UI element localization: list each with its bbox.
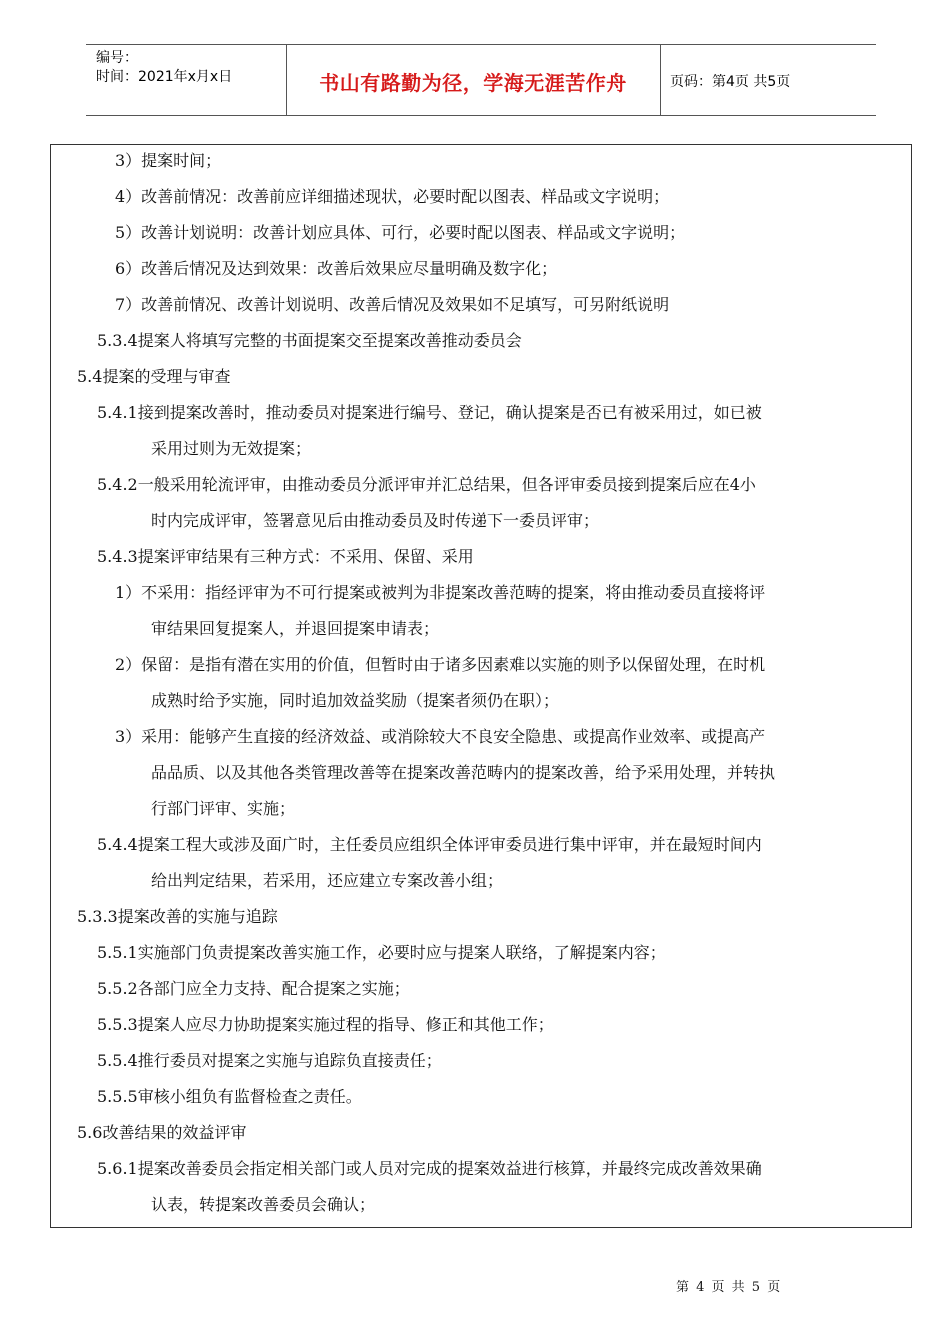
document-number-label: 编号： (96, 50, 138, 66)
text-line: 时内完成评审，签署意见后由推动委员及时传递下一委员评审； (151, 511, 600, 530)
text-line: 给出判定结果，若采用，还应建立专案改善小组； (151, 871, 504, 890)
section-heading: 5.6改善结果的效益评审 (77, 1123, 247, 1142)
text-line: 1）不采用：指经评审为不可行提案或被判为非提案改善范畴的提案，将由推动委员直接将评 (115, 583, 766, 602)
document-time-label: 时间：2021年x月x日 (96, 69, 233, 85)
text-line: 5.5.2各部门应全力支持、配合提案之实施； (97, 979, 410, 998)
text-line: 采用过则为无效提案； (151, 439, 312, 458)
text-line: 5.3.4提案人将填写完整的书面提案交至提案改善推动委员会 (97, 331, 522, 350)
text-line: 6）改善后情况及达到效果：改善后效果应尽量明确及数字化； (115, 259, 558, 278)
text-line: 5.6.1提案改善委员会指定相关部门或人员对完成的提案效益进行核算，并最终完成改善效果确 (97, 1159, 762, 1178)
text-line: 5.4.3提案评审结果有三种方式：不采用、保留、采用 (97, 547, 474, 566)
text-line: 5.5.1实施部门负责提案改善实施工作，必要时应与提案人联络，了解提案内容； (97, 943, 666, 962)
text-line: 5.4.1接到提案改善时，推动委员对提案进行编号、登记，确认提案是否已有被采用过，如已被 (97, 403, 762, 422)
text-line: 成熟时给予实施，同时追加效益奖励（提案者须仍在职）； (151, 691, 560, 710)
text-line: 5.4.2一般采用轮流评审，由推动委员分派评审并汇总结果，但各评审委员接到提案后应在4小 (97, 475, 756, 494)
text-line: 3）提案时间； (115, 151, 222, 170)
section-heading: 5.3.3提案改善的实施与追踪 (77, 907, 278, 926)
header-motto: 书山有路勤为径，学海无涯苦作舟 (319, 71, 627, 95)
text-line: 5.4.4提案工程大或涉及面广时，主任委员应组织全体评审委员进行集中评审，并在最短时间内 (97, 835, 762, 854)
content-box (50, 144, 912, 1228)
header-meta (96, 49, 232, 87)
text-line: 2）保留：是指有潜在实用的价值，但暂时由于诸多因素难以实施的则予以保留处理，在时机 (115, 655, 766, 674)
text-line: 5）改善计划说明：改善计划应具体、可行，必要时配以图表、样品或文字说明； (115, 223, 686, 242)
header-divider (660, 45, 661, 115)
text-line: 7）改善前情况、改善计划说明、改善后情况及效果如不足填写，可另附纸说明 (115, 295, 670, 314)
section-heading: 5.4提案的受理与审查 (77, 367, 231, 386)
text-line: 5.5.4推行委员对提案之实施与追踪负直接责任； (97, 1051, 442, 1070)
page-footer: 第 4 页 共 5 页 (676, 1280, 781, 1295)
text-line: 5.5.3提案人应尽力协助提案实施过程的指导、修正和其他工作； (97, 1015, 554, 1034)
text-line: 审结果回复提案人，并退回提案申请表； (151, 619, 440, 638)
text-line: 认表，转提案改善委员会确认； (151, 1195, 376, 1214)
text-line: 4）改善前情况：改善前应详细描述现状，必要时配以图表、样品或文字说明； (115, 187, 670, 206)
text-line: 3）采用：能够产生直接的经济效益、或消除较大不良安全隐患、或提高作业效率、或提高产 (115, 727, 766, 746)
text-line: 5.5.5审核小组负有监督检查之责任。 (97, 1087, 362, 1106)
document-header (86, 44, 876, 116)
header-page-label: 页码：第4页 共5页 (670, 74, 791, 90)
text-line: 行部门评审、实施； (151, 799, 296, 818)
text-line: 品品质、以及其他各类管理改善等在提案改善范畴内的提案改善，给予采用处理，并转执 (151, 763, 776, 782)
